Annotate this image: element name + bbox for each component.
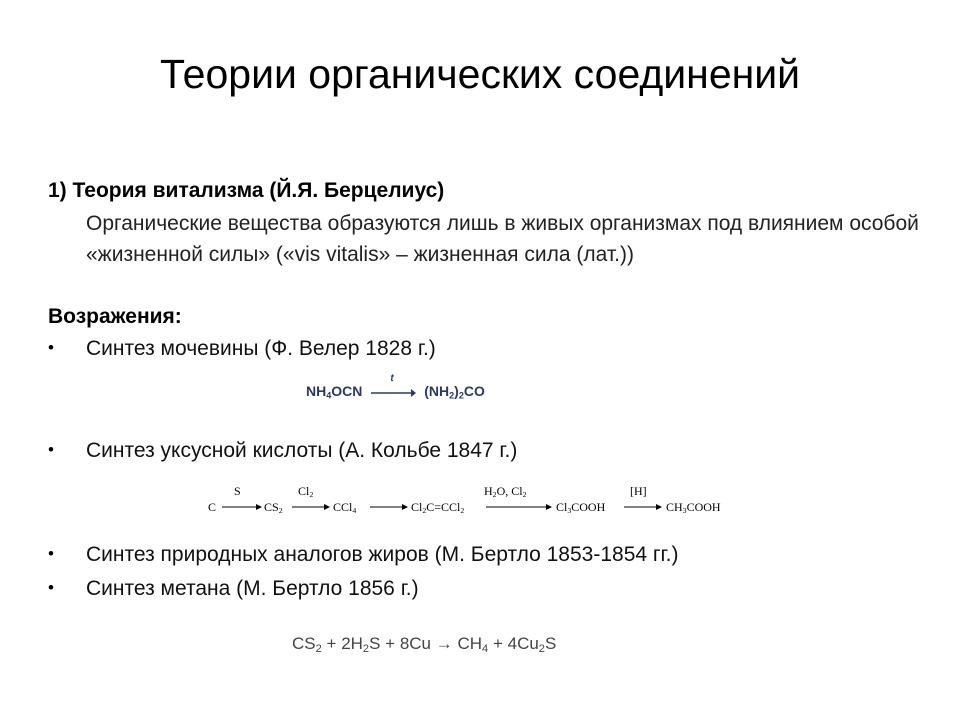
acetic-acid-reaction [206,482,766,522]
arrow-label-hydrogen: [H] [630,484,647,498]
hydrogen-sulfide: $2H_2S$ [341,634,381,655]
carbon-disulfide: $CS_2$ [264,500,283,515]
slide-title: Теории органических соединений [159,51,801,97]
reaction-arrow [370,373,416,399]
arrow-icon [370,502,408,512]
bullet-acetic-acid-synthesis: Синтез уксусной кислоты (А. Кольбе 1847 г.) [86,439,518,462]
copper-sulfide: $4Cu_2S$ [507,634,557,655]
condition-label: t [390,373,394,385]
section-heading: 1) Теория витализма (Й.Я. Берцелиус) [48,179,445,202]
methane-reaction [292,634,556,654]
plus-sign: + [492,634,503,653]
methane: $CH_4$ [457,634,489,655]
copper: 8Cu [399,634,432,653]
bullet-fat-analogs-synthesis: Синтез природных аналогов жиров (М. Бертло 1853-1854 гг.) [86,543,679,566]
bullet-marker: • [48,578,54,597]
bullet-marker: • [48,338,54,357]
bullet-marker: • [48,440,54,459]
bullet-marker: • [48,544,54,563]
product: $(NH_2)_2CO$ [424,383,485,401]
arrow-icon [370,385,416,399]
acetic-acid: $CH_3COOH$ [666,500,721,515]
plus-sign: + [385,634,396,653]
arrow-icon [486,502,552,512]
reactant: $NH_4OCN$ [306,383,363,401]
objections-heading: Возражения: [48,305,182,328]
arrow-label-sulfur: S [234,484,241,498]
plus-sign: + [326,634,337,653]
arrow-icon [222,502,262,512]
arrow-icon [292,502,330,512]
tetrachloroethylene: $Cl_2C=CCl_2$ [411,500,465,515]
carbon-disulfide: $CS_2$ [292,634,322,655]
arrow-label-chlorine: $Cl_2$ [298,484,314,499]
trichloroacetic-acid: $Cl_3COOH$ [556,500,606,515]
bullet-urea-synthesis: Синтез мочевины (Ф. Велер 1828 г.) [86,337,436,360]
bullet-methane-synthesis: Синтез метана (М. Бертло 1856 г.) [86,577,419,600]
carbon: C [208,500,217,514]
arrow-icon [624,502,662,512]
carbon-tetrachloride: CCl$_4$ [333,500,357,515]
urea-reaction [306,373,485,401]
arrow-label-water-chlorine: $H_2O$, $Cl_2$ [484,484,527,499]
arrow-icon: → [435,634,453,653]
vitalism-description: Органические вещества образуются лишь в живых организмах под влиянием особой «жизненной силы» («vis vitalis» – жизненная сила (лат.)) [86,212,919,266]
